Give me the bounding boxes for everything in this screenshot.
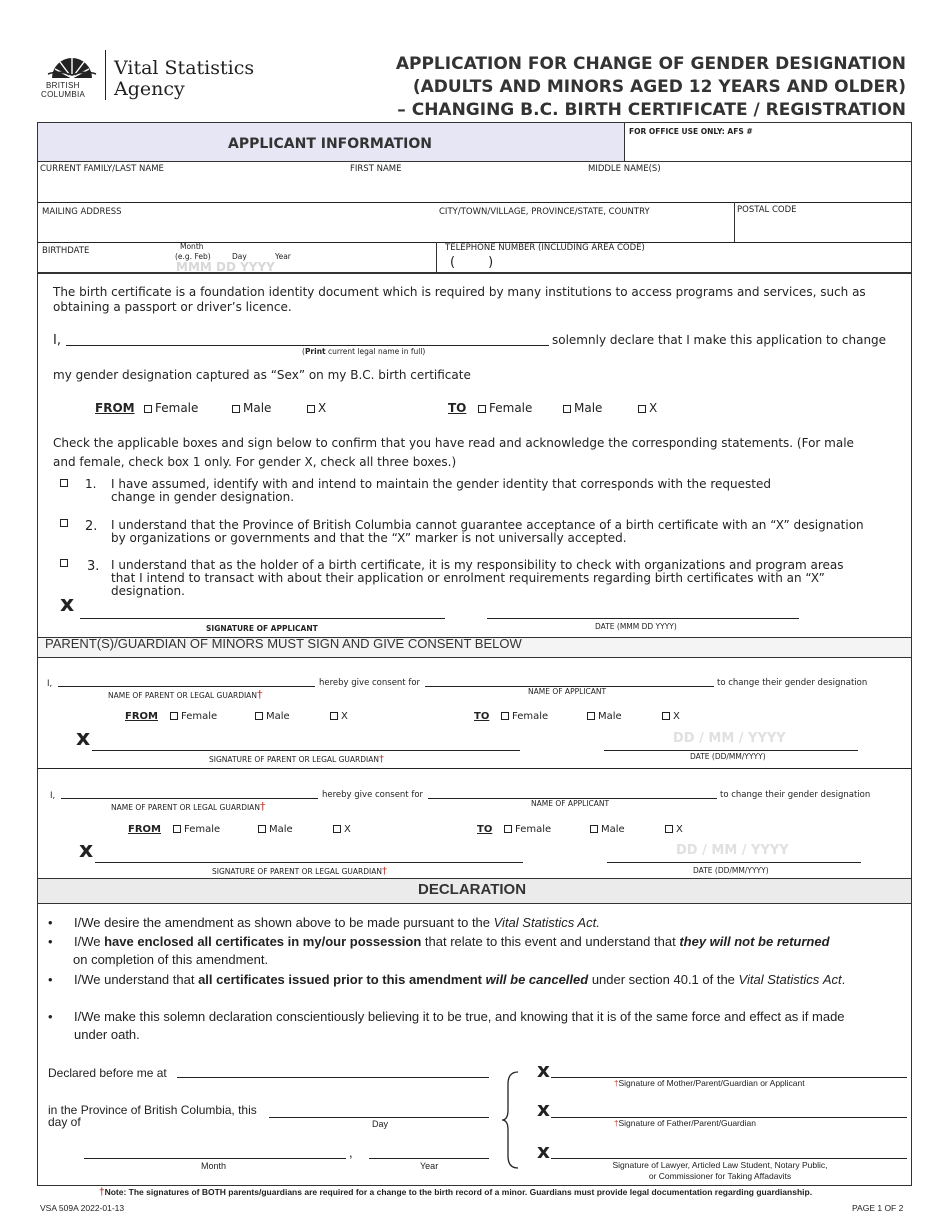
g2-from-female[interactable]: Female bbox=[173, 824, 220, 835]
title-line-1: APPLICATION FOR CHANGE OF GENDER DESIGNATION bbox=[395, 54, 906, 74]
family-name-input[interactable] bbox=[40, 176, 340, 200]
g1-applicant-name-label: NAME OF APPLICANT bbox=[528, 687, 607, 696]
g2-date-label: DATE (DD/MM/YYYY) bbox=[693, 866, 769, 875]
middle-names-label: MIDDLE NAME(S) bbox=[588, 164, 661, 174]
g2-date-input[interactable]: DD / MM / YYYY bbox=[676, 843, 789, 858]
month-label: Month bbox=[180, 242, 204, 251]
lawyer-signature-label: Signature of Lawyer, Articled Law Student, Notary Public, or Commissioner for Taking Affadavits bbox=[612, 1160, 828, 1181]
declared-year-label: Year bbox=[420, 1161, 439, 1171]
g1-change-text: to change their gender designation bbox=[717, 678, 868, 688]
bullet-1: • I/We desire the amendment as shown above to be made pursuant to the Vital Statistics Act. bbox=[48, 915, 600, 930]
footer-note: †Note: The signatures of BOTH parents/guardians are required for a change to the birth record of a minor. Guardians must provide legal documentation regarding guardianship. bbox=[99, 1187, 813, 1198]
g2-signature-input[interactable] bbox=[95, 862, 523, 863]
declared-month-input[interactable] bbox=[84, 1158, 346, 1159]
print-name-hint: (Print current legal name in full) bbox=[302, 347, 426, 356]
title-line-2: (ADULTS AND MINORS AGED 12 YEARS AND OLDER) bbox=[412, 77, 906, 97]
to-label: TO bbox=[448, 401, 467, 415]
g2-i-label: I, bbox=[50, 791, 56, 801]
declared-year-input[interactable] bbox=[369, 1158, 489, 1159]
g2-signature-label: SIGNATURE OF PARENT OR LEGAL GUARDIAN† bbox=[212, 866, 387, 877]
birthdate-input[interactable]: MMM DD YYYY bbox=[176, 260, 275, 274]
bullet-3: • I/We understand that all certificates issued prior to this amendment will be cancelled under section 40.1 of the Vital Statistics Act. bbox=[48, 972, 846, 987]
month-hint: (e.g. Feb) bbox=[175, 252, 211, 261]
g2-to-female[interactable]: Female bbox=[504, 824, 551, 835]
to-male-option[interactable]: Male bbox=[563, 401, 602, 415]
page-number: PAGE 1 OF 2 bbox=[852, 1203, 904, 1213]
to-female-option[interactable]: Female bbox=[478, 401, 532, 415]
g2-consent-text: hereby give consent for bbox=[322, 790, 424, 800]
g1-from-label: FROM bbox=[125, 711, 158, 722]
telephone-label: TELEPHONE NUMBER (INCLUDING AREA CODE) bbox=[445, 243, 645, 253]
sig-mark-1: x bbox=[537, 1058, 550, 1082]
declaration-title: DECLARATION bbox=[418, 881, 527, 898]
mailing-address-input[interactable] bbox=[42, 218, 432, 240]
g2-change-text: to change their gender designation bbox=[720, 790, 871, 800]
g2-from-to-row bbox=[128, 824, 828, 838]
g1-signature-label: SIGNATURE OF PARENT OR LEGAL GUARDIAN† bbox=[209, 754, 384, 765]
bullet-2: • I/We have enclosed all certificates in my/our possession that relate to this event and understand that they will not be returned on completion of this amendment. bbox=[48, 934, 830, 967]
declared-day-label: Day bbox=[372, 1119, 389, 1129]
statement-1-num: 1. bbox=[85, 477, 97, 491]
telephone-input[interactable]: ( ) bbox=[450, 255, 494, 270]
g1-from-to-row bbox=[125, 711, 825, 725]
bc-logo bbox=[40, 48, 100, 100]
form-title bbox=[396, 53, 906, 122]
day-label: Day bbox=[232, 252, 247, 261]
g2-sig-mark: x bbox=[79, 838, 94, 863]
checkbox[interactable] bbox=[144, 405, 152, 413]
statement-3-checkbox[interactable] bbox=[60, 559, 68, 567]
declared-before-label: Declared before me at bbox=[48, 1066, 167, 1080]
g1-to-female[interactable]: Female bbox=[501, 711, 548, 722]
statement-3-text: I understand that as the holder of a birth certificate, it is my responsibility to check with organizations and program areas that I intend to transact with about their application or enrolment requirements regarding birth certificates with an “X” designation. bbox=[111, 558, 844, 598]
applicant-sig-mark: x bbox=[60, 592, 75, 617]
guardian-title: PARENT(S)/GUARDIAN OF MINORS MUST SIGN AND GIVE CONSENT BELOW bbox=[45, 636, 522, 651]
applicant-date-label: DATE (MMM DD YYYY) bbox=[595, 622, 677, 631]
statement-2-text: I understand that the Province of British Columbia cannot guarantee acceptance of a birth certificate with an “X” designation by organizations or governments and that the “X” marker is not universally accepted. bbox=[111, 518, 864, 545]
checkbox[interactable] bbox=[478, 405, 486, 413]
g2-to-x[interactable]: X bbox=[665, 824, 683, 835]
checkbox[interactable] bbox=[563, 405, 571, 413]
g1-sig-mark: x bbox=[76, 726, 91, 751]
i-label: I, bbox=[53, 333, 61, 348]
year-label: Year bbox=[275, 252, 291, 261]
g2-applicant-name-label: NAME OF APPLICANT bbox=[531, 799, 610, 808]
g2-to-label: TO bbox=[477, 824, 493, 835]
father-signature-label: †Signature of Father/Parent/Guardian bbox=[614, 1118, 756, 1128]
bullet-4: • I/We make this solemn declaration conscientiously believing it to be true, and knowing that it is of the same force and effect as if made under oath. bbox=[48, 1009, 845, 1042]
g1-signature-input[interactable] bbox=[92, 750, 520, 751]
mailing-address-label: MAILING ADDRESS bbox=[42, 207, 122, 217]
gender-line: my gender designation captured as “Sex” on my B.C. birth certificate bbox=[53, 368, 471, 382]
from-female-option[interactable]: Female bbox=[144, 401, 198, 415]
intro-text: The birth certificate is a foundation identity document which is required by many institutions to access programs and services, such as obtaining a passport or driver’s licence. bbox=[53, 285, 866, 314]
declared-month-label: Month bbox=[201, 1161, 227, 1171]
g1-parent-name-input[interactable] bbox=[58, 686, 315, 687]
first-name-label: FIRST NAME bbox=[350, 164, 402, 174]
logo-text-columbia: COLUMBIA bbox=[41, 90, 86, 99]
city-label: CITY/TOWN/VILLAGE, PROVINCE/STATE, COUNTRY bbox=[439, 207, 650, 217]
signature-applicant-label: SIGNATURE OF APPLICANT bbox=[206, 624, 318, 633]
birthdate-label: BIRTHDATE bbox=[42, 246, 90, 256]
legal-name-input[interactable] bbox=[66, 345, 549, 346]
form-id: VSA 509A 2022-01-13 bbox=[40, 1203, 125, 1213]
g2-parent-name-input[interactable] bbox=[61, 798, 318, 799]
mother-signature-label: †Signature of Mother/Parent/Guardian or Applicant bbox=[614, 1078, 805, 1088]
g2-from-label: FROM bbox=[128, 824, 161, 835]
g2-from-male[interactable]: Male bbox=[258, 824, 293, 835]
statement-1-text: I have assumed, identify with and intend to maintain the gender identity that corresponds with the requested change in gender designation. bbox=[111, 477, 771, 504]
day-of-label: day of bbox=[48, 1115, 81, 1129]
checkbox[interactable] bbox=[307, 405, 315, 413]
g1-date-label: DATE (DD/MM/YYYY) bbox=[690, 752, 766, 761]
applicant-signature-input[interactable] bbox=[80, 618, 445, 619]
statement-3-num: 3. bbox=[87, 559, 100, 574]
g1-to-label: TO bbox=[474, 711, 490, 722]
agency-name-line2: Agency bbox=[114, 78, 185, 100]
first-name-input[interactable] bbox=[350, 176, 580, 200]
lawyer-signature-input[interactable] bbox=[551, 1158, 907, 1159]
logo-divider bbox=[105, 50, 106, 100]
statement-1-checkbox[interactable] bbox=[60, 479, 68, 487]
sig-mark-2: x bbox=[537, 1097, 550, 1121]
applicant-date-input[interactable] bbox=[487, 618, 799, 619]
checkbox[interactable] bbox=[232, 405, 240, 413]
statement-2-num: 2. bbox=[85, 519, 98, 534]
solemnly-text: solemnly declare that I make this application to change bbox=[552, 333, 887, 347]
g1-date-input[interactable]: DD / MM / YYYY bbox=[673, 731, 786, 746]
bc-sun-logo-icon bbox=[44, 48, 100, 80]
checkbox[interactable] bbox=[638, 405, 646, 413]
postal-code-label: POSTAL CODE bbox=[737, 205, 797, 215]
postal-code-input[interactable] bbox=[737, 218, 907, 240]
declared-location-input[interactable] bbox=[177, 1077, 489, 1078]
sig-mark-3: x bbox=[537, 1139, 550, 1163]
g2-from-x[interactable]: X bbox=[333, 824, 351, 835]
g1-to-x[interactable]: X bbox=[662, 711, 680, 722]
g1-consent-text: hereby give consent for bbox=[319, 678, 421, 688]
declared-day-input[interactable] bbox=[269, 1117, 489, 1118]
g1-to-male[interactable]: Male bbox=[587, 711, 622, 722]
logo-text-british: BRITISH bbox=[46, 81, 80, 90]
g1-i-label: I, bbox=[47, 679, 53, 689]
g2-parent-name-label: NAME OF PARENT OR LEGAL GUARDIAN† bbox=[111, 800, 266, 813]
brace-icon bbox=[500, 1070, 530, 1170]
from-male-option[interactable]: Male bbox=[232, 401, 271, 415]
g1-from-female[interactable]: Female bbox=[170, 711, 217, 722]
g2-to-male[interactable]: Male bbox=[590, 824, 625, 835]
middle-names-input[interactable] bbox=[588, 176, 908, 200]
from-to-row bbox=[95, 401, 895, 417]
family-name-label: CURRENT FAMILY/LAST NAME bbox=[40, 164, 164, 174]
comma: , bbox=[349, 1145, 353, 1160]
g1-from-male[interactable]: Male bbox=[255, 711, 290, 722]
agency-name-line1: Vital Statistics bbox=[114, 57, 255, 79]
applicant-info-title: APPLICANT INFORMATION bbox=[228, 136, 432, 152]
g1-parent-name-label: NAME OF PARENT OR LEGAL GUARDIAN† bbox=[108, 688, 263, 701]
g1-from-x[interactable]: X bbox=[330, 711, 348, 722]
city-input[interactable] bbox=[439, 218, 729, 240]
title-line-3: – CHANGING B.C. BIRTH CERTIFICATE / REGISTRATION bbox=[397, 100, 906, 120]
statement-2-checkbox[interactable] bbox=[60, 519, 68, 527]
province-label: in the Province of British Columbia, this bbox=[48, 1103, 257, 1117]
to-x-option[interactable]: X bbox=[638, 401, 657, 415]
office-use-label: FOR OFFICE USE ONLY: AFS # bbox=[629, 127, 753, 136]
from-label: FROM bbox=[95, 401, 135, 415]
from-x-option[interactable]: X bbox=[307, 401, 326, 415]
check-instructions: Check the applicable boxes and sign below to confirm that you have read and acknowledge the corresponding statements. (For male and female, check box 1 only. For gender X, check all three boxes.) bbox=[53, 436, 854, 469]
